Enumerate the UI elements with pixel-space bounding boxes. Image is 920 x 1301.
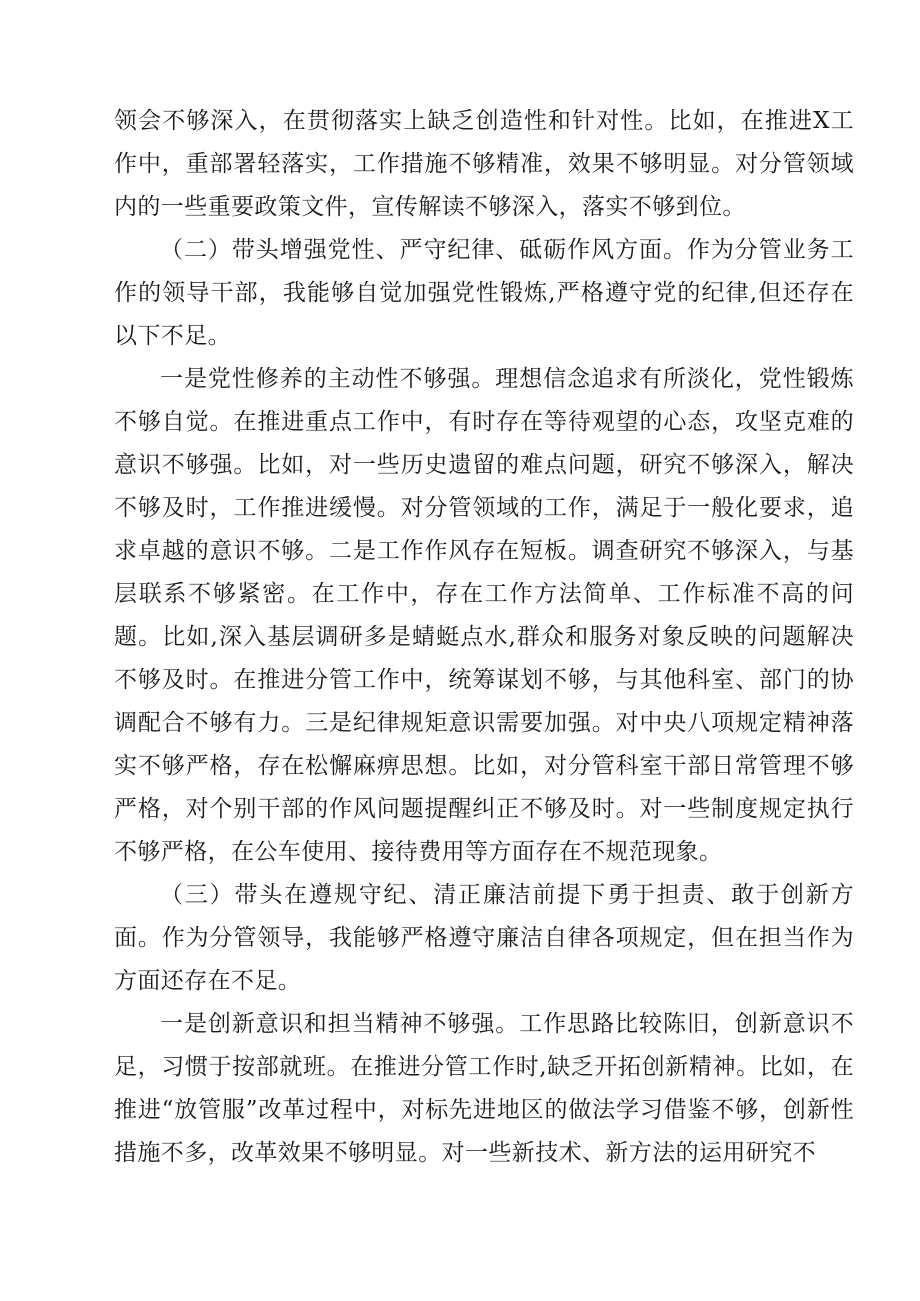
paragraph-section-two-heading: （二）带头增强党性、严守纪律、砥砺作风方面。作为分管业务工作的领导干部，我能够自觉加强党性锻炼,严格遵守党的纪律,但还存在以下不足。 [114, 237, 854, 349]
paragraph-section-three-heading: （三）带头在遵规守纪、清正廉洁前提下勇于担责、敢于创新方面。作为分管领导，我能够严格遵守廉洁自律各项规定，但在担当作为方面还存在不足。 [114, 882, 854, 994]
paragraph-continuation: 领会不够深入，在贯彻落实上缺乏创造性和针对性。比如，在推进X工作中，重部署轻落实，工作措施不够精准，效果不够明显。对分管领域内的一些重要政策文件，宣传解读不够深入，落实不够到位。 [114, 108, 854, 220]
document-body [114, 100, 854, 1175]
paragraph-section-two-details: 一是党性修养的主动性不够强。理想信念追求有所淡化，党性锻炼不够自觉。在推进重点工作中，有时存在等待观望的心态，攻坚克难的意识不够强。比如，对一些历史遗留的难点问题，研究不够深入，解决不够及时，工作推进缓慢。对分管领域的工作，满足于一般化要求，追求卓越的意识不够。二是工作作风存在短板。调查研究不够深入，与基层联系不够紧密。在工作中，存在工作方法简单、工作标准不高的问题。比如,深入基层调研多是蜻蜓点水,群众和服务对象反映的问题解决不够及时。在推进分管工作中，统筹谋划不够，与其他科室、部门的协调配合不够有力。三是纪律规矩意识需要加强。对中央八项规定精神落实不够严格，存在松懈麻痹思想。比如，对分管科室干部日常管理不够严格，对个别干部的作风问题提醒纠正不够及时。对一些制度规定执行不够严格，在公车使用、接待费用等方面存在不规范现象。 [114, 366, 854, 865]
paragraph-section-three-details: 一是创新意识和担当精神不够强。工作思路比较陈旧，创新意识不足，习惯于按部就班。在推进分管工作时,缺乏开拓创新精神。比如，在推进“放管服”改革过程中，对标先进地区的做法学习借鉴不够，创新性措施不多，改革效果不够明显。对一些新技术、新方法的运用研究不 [114, 1011, 854, 1166]
